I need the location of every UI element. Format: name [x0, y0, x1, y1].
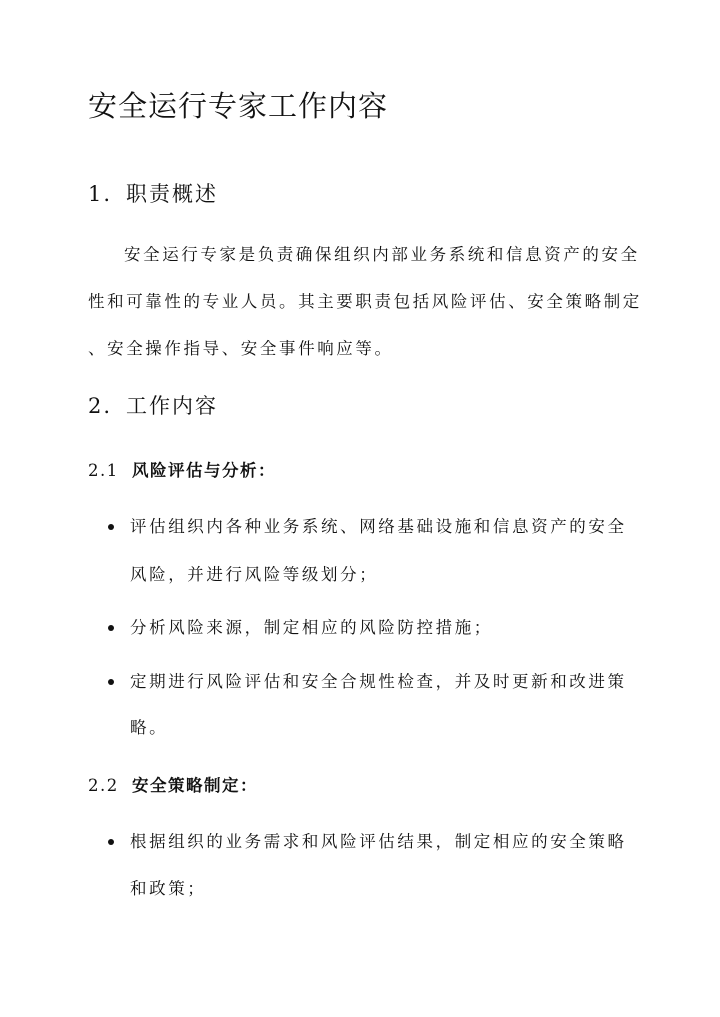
paragraph-line: 性和可靠性的专业人员。其主要职责包括风险评估、安全策略制定 — [88, 292, 642, 311]
bullet-marker — [108, 524, 114, 530]
section-heading-1 — [88, 178, 218, 208]
subsection-title: 安全策略制定： — [132, 776, 258, 795]
bullet-item-line: 定期进行风险评估和安全合规性检查，并及时更新和改进策 — [130, 672, 627, 691]
subsection-heading-2-1 — [88, 457, 276, 481]
section-number: 2. — [88, 394, 113, 418]
bullet-item-line: 分析风险来源，制定相应的风险防控措施； — [130, 618, 493, 637]
bullet-item-line: 风险，并进行风险等级划分； — [130, 565, 379, 584]
subsection-number: 2.2 — [88, 776, 119, 795]
section-number: 1. — [88, 182, 113, 206]
section-heading-2 — [88, 390, 218, 420]
section-title: 职责概述 — [126, 182, 218, 206]
paragraph-line: 、安全操作指导、安全事件响应等。 — [88, 339, 394, 358]
bullet-marker — [108, 679, 114, 685]
subsection-title: 风险评估与分析： — [132, 461, 276, 480]
paragraph-line: 安全运行专家是负责确保组织内部业务系统和信息资产的安全 — [124, 245, 640, 264]
bullet-item-line: 略。 — [130, 718, 169, 737]
bullet-item-line: 和政策； — [130, 879, 207, 898]
bullet-marker — [108, 625, 114, 631]
bullet-item-line: 根据组织的业务需求和风险评估结果，制定相应的安全策略 — [130, 832, 627, 851]
subsection-number: 2.1 — [88, 461, 119, 480]
bullet-item-line: 评估组织内各种业务系统、网络基础设施和信息资产的安全 — [130, 517, 627, 536]
section-title: 工作内容 — [126, 394, 218, 418]
document-title: 安全运行专家工作内容 — [88, 89, 389, 123]
subsection-heading-2-2 — [88, 772, 258, 796]
bullet-marker — [108, 839, 114, 845]
